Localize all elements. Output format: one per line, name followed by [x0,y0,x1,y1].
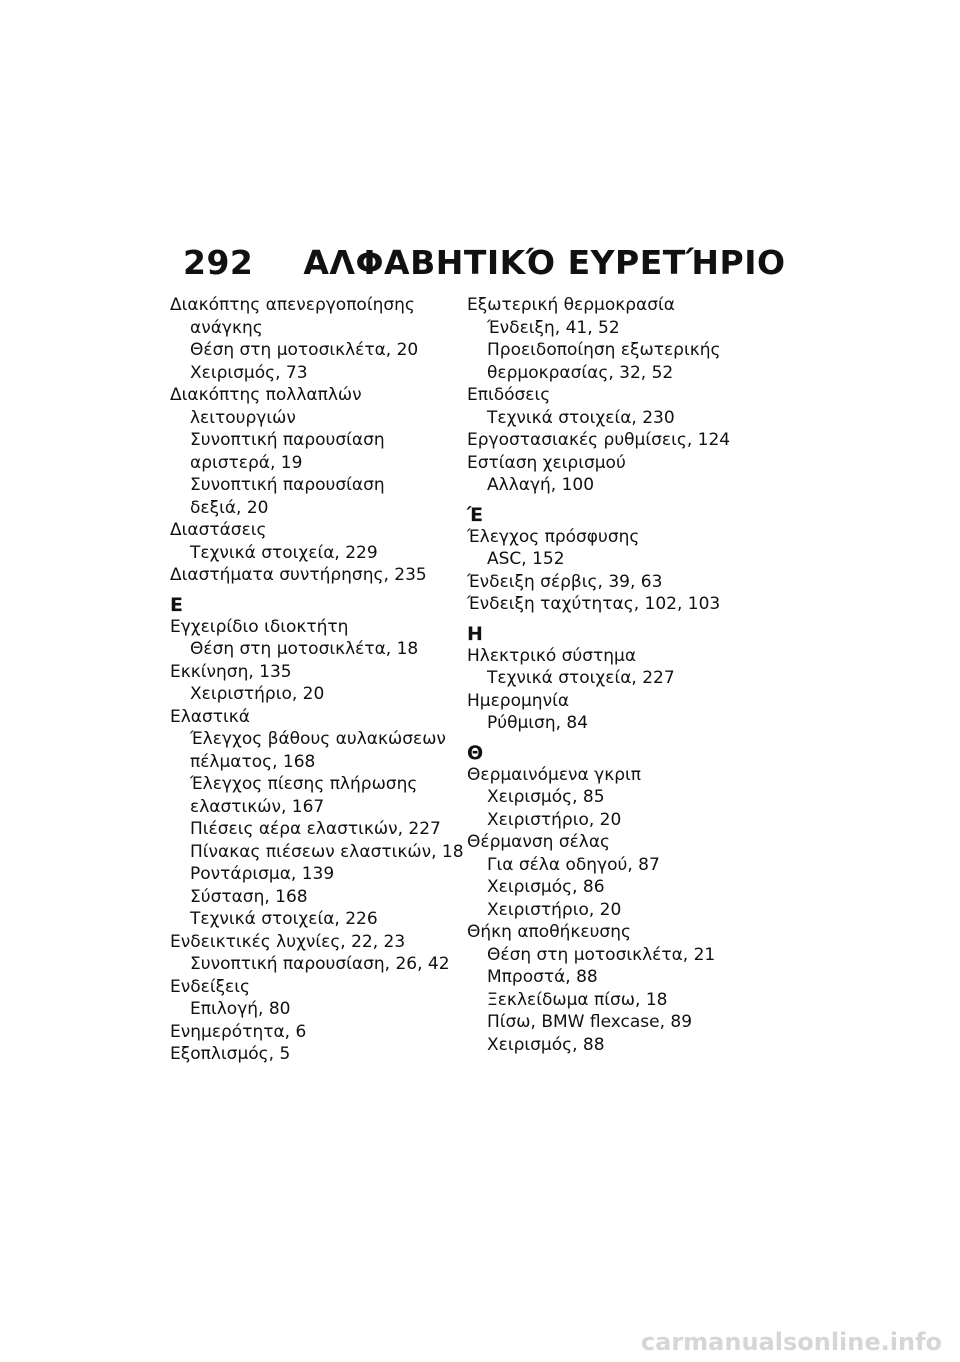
index-entry: Ελαστικά [170,706,250,727]
index-subentry: Χειρισμός, 86 [487,877,605,897]
index-subentry: Έλεγχος βάθους αυλακώσεων [190,729,446,749]
index-entry: Θέρμανση σέλας [467,832,611,852]
index-subentry: ανάγκης [190,317,263,338]
index-letter-heading: Ε [170,593,183,616]
index-subentry: Συνοπτική παρουσίαση [190,430,385,450]
index-subentry: Τεχνικά στοιχεία, 226 [190,909,378,929]
index-entry: Διαστήματα συντήρησης, 235 [170,565,427,585]
index-subentry: Χειρισμός, 85 [487,787,605,807]
page-title: ΑΛΦΑΒΗΤΙΚΌ ΕΥΡΕΤΉΡΙΟ [303,243,786,282]
index-entry: Ημερομηνία [467,690,570,711]
index-subentry: Τεχνικά στοιχεία, 230 [487,407,675,428]
index-subentry: αριστερά, 19 [190,452,303,473]
index-entry: Ενδεικτικές λυχνίες, 22, 23 [170,931,406,952]
index-entry: Διαστάσεις [170,520,267,540]
index-subentry: Ρύθμιση, 84 [487,713,589,733]
index-subentry: θερμοκρασίας, 32, 52 [487,362,674,383]
index-subentry: Ροντάρισμα, 139 [190,864,335,884]
index-subentry: ASC, 152 [487,549,565,569]
index-entry: Θερμαινόμενα γκριπ [467,764,642,785]
index-subentry: Θέση στη μοτοσικλέτα, 21 [487,944,716,965]
index-entry: Εγχειρίδιο ιδιοκτήτη [170,616,349,637]
index-subentry: Χειρισμός, 88 [487,1034,605,1055]
index-column-right [467,294,757,1056]
index-entry: Εστίαση χειρισμού [467,452,626,473]
index-entry: Ενδείξεις [170,976,250,997]
index-entry: Ένδειξη ταχύτητας, 102, 103 [467,594,721,614]
index-subentry: Έλεγχος πίεσης πλήρωσης [190,774,418,794]
index-subentry: Μπροστά, 88 [487,967,598,987]
index-subentry: δεξιά, 20 [190,497,269,518]
index-letter-heading: Θ [467,741,484,764]
index-subentry: Τεχνικά στοιχεία, 227 [487,668,675,688]
index-letter-heading: Η [467,622,483,645]
index-subentry: πέλματος, 168 [190,751,316,772]
index-subentry: λειτουργιών [190,407,296,428]
index-subentry: Ξεκλείδωμα πίσω, 18 [487,989,668,1010]
index-entry: Έλεγχος πρόσφυσης [467,526,640,547]
index-entry: Ηλεκτρικό σύστημα [467,645,637,666]
index-subentry: Συνοπτική παρουσίαση, 26, 42 [190,954,450,974]
index-entry: Θήκη αποθήκευσης [467,922,631,942]
index-entry: Εξοπλισμός, 5 [170,1044,291,1064]
index-subentry: Συνοπτική παρουσίαση [190,475,385,495]
index-subentry: Προειδοποίηση εξωτερικής [487,340,721,360]
page-number: 292 [183,243,254,282]
index-subentry: Σύσταση, 168 [190,886,308,907]
index-subentry: Πίσω, BMW flexcase, 89 [487,1012,693,1032]
index-entry: Διακόπτης απενεργοποίησης [170,295,415,315]
index-column-left [170,294,464,1066]
index-subentry: Χειριστήριο, 20 [487,899,622,920]
index-subentry: Τεχνικά στοιχεία, 229 [190,542,378,563]
watermark: carmanualsonline.info [640,1328,942,1356]
index-subentry: Χειριστήριο, 20 [487,809,622,830]
index-subentry: Για σέλα οδηγού, 87 [487,854,660,875]
index-subentry: Θέση στη μοτοσικλέτα, 18 [190,639,419,659]
index-subentry: Χειρισμός, 73 [190,362,308,383]
index-letter-heading: Έ [467,503,484,526]
index-subentry: Αλλαγή, 100 [487,475,595,495]
index-entry: Εκκίνηση, 135 [170,661,292,682]
index-subentry: Ένδειξη, 41, 52 [487,317,620,338]
index-subentry: Επιλογή, 80 [190,999,291,1019]
index-entry: Ένδειξη σέρβις, 39, 63 [467,571,663,592]
index-subentry: Θέση στη μοτοσικλέτα, 20 [190,340,419,360]
index-entry: Διακόπτης πολλαπλών [170,385,362,405]
index-entry: Ενημερότητα, 6 [170,1021,307,1042]
index-entry: Εξωτερική θερμοκρασία [467,295,675,315]
index-subentry: Πίνακας πιέσεων ελαστικών, 18 [190,841,464,862]
index-subentry: Πιέσεις αέρα ελαστικών, 227 [190,819,441,839]
page-header [183,243,786,282]
index-subentry: ελαστικών, 167 [190,796,325,817]
index-entry: Εργοστασιακές ρυθμίσεις, 124 [467,430,731,450]
index-entry: Επιδόσεις [467,385,551,405]
index-subentry: Χειριστήριο, 20 [190,684,325,704]
